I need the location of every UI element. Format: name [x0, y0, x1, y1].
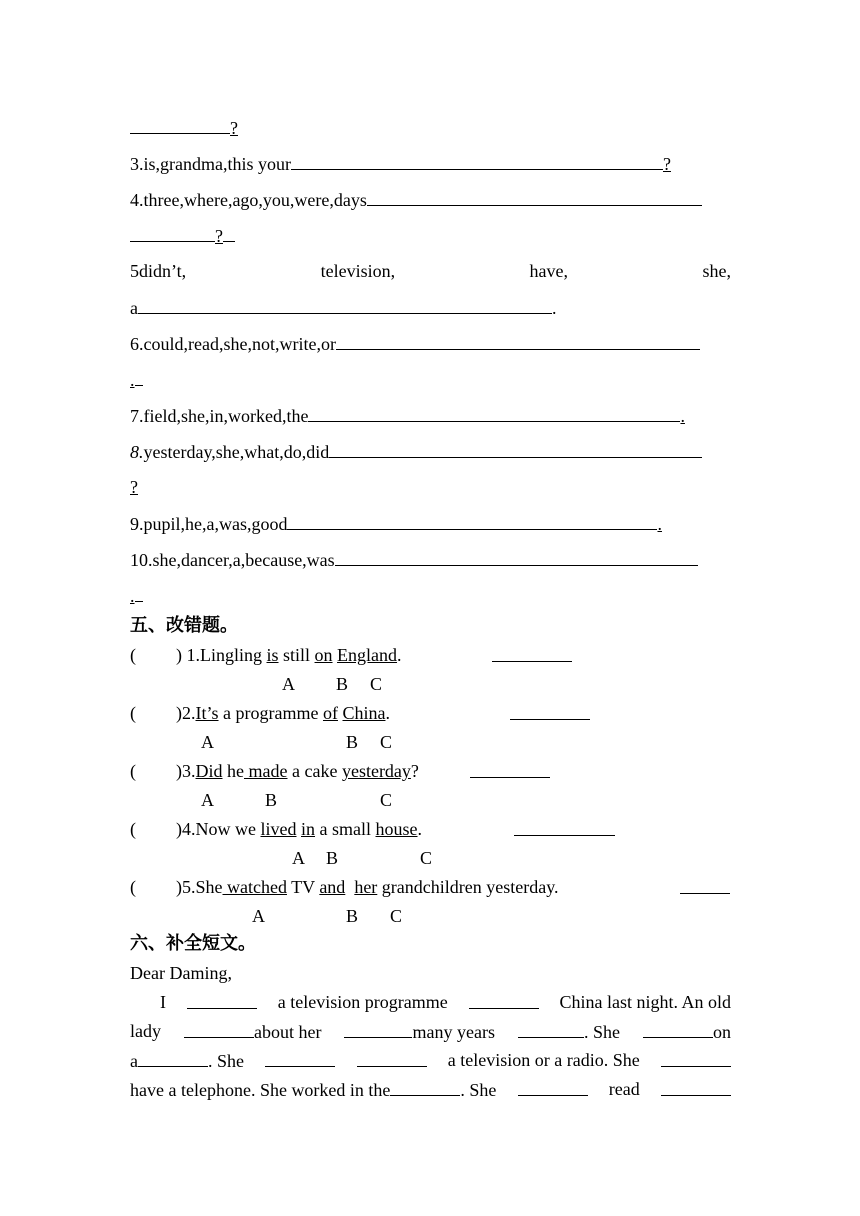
answer-blank[interactable] [469, 991, 539, 1009]
error-q1-sentence [176, 644, 402, 666]
q5-word: 5didn’t, [130, 261, 187, 281]
passage-text: China last night. An old [559, 992, 731, 1012]
answer-blank[interactable] [367, 188, 702, 206]
paren: ) [176, 761, 182, 781]
option-a: is [266, 645, 279, 665]
paren: ( [130, 761, 136, 781]
correction-slot [510, 702, 590, 725]
answer-blank[interactable] [291, 152, 663, 170]
sentence-text: 4.Now we [182, 819, 261, 839]
q5-end-mark: . [552, 298, 557, 318]
option-a: lived [260, 819, 297, 839]
passage-text: . She [583, 1022, 620, 1042]
passage-text: have a telephone. She worked in the [130, 1080, 391, 1100]
sentence-text [345, 877, 354, 897]
error-q3-sentence [176, 760, 419, 782]
answer-blank[interactable] [518, 1020, 584, 1038]
question-5 [130, 260, 731, 282]
label-a: A [282, 674, 295, 694]
correction-slot [514, 818, 615, 841]
paren: ( [130, 877, 136, 897]
error-q4-sentence [176, 818, 422, 840]
q9-words: 9.pupil,he,a,was,good [130, 514, 288, 534]
option-b: in [301, 819, 316, 839]
option-c: her [354, 877, 378, 897]
passage-text: I [160, 992, 166, 1012]
answer-blank[interactable] [492, 644, 572, 662]
paren: ) [176, 819, 182, 839]
correction-slot [680, 876, 730, 899]
error-q4 [130, 818, 136, 840]
q5-word: television, [320, 261, 396, 281]
q2-end-mark: ? [230, 118, 238, 138]
passage-line-3 [130, 1049, 731, 1072]
answer-blank[interactable] [130, 116, 230, 134]
answer-blank[interactable] [308, 404, 680, 422]
option-b: and [319, 877, 346, 897]
option-c: yesterday [341, 761, 411, 781]
option-c: China [342, 703, 386, 723]
sentence-text: grandchildren yesterday. [377, 877, 559, 897]
q10-answer-line [130, 584, 143, 607]
answer-blank[interactable] [130, 224, 215, 242]
label-a: A [252, 906, 265, 926]
error-q2 [130, 702, 136, 724]
q4-end-mark: ? [215, 226, 223, 246]
answer-blank[interactable] [223, 224, 235, 242]
sentence-text: still [278, 645, 315, 665]
answer-blank[interactable] [510, 702, 590, 720]
passage-text: on [712, 1022, 731, 1042]
q6-end-mark: . [130, 370, 135, 390]
option-a: It’s [195, 703, 219, 723]
error-q3 [130, 760, 136, 782]
answer-blank[interactable] [335, 548, 698, 566]
sentence-text: . [417, 819, 423, 839]
sentence-text: a programme [218, 703, 323, 723]
letter-greeting: Dear Daming, [130, 963, 232, 983]
label-a: A [292, 848, 305, 868]
passage-line-4 [130, 1078, 731, 1101]
option-a: Did [195, 761, 223, 781]
q6-words: 6.could,read,she,not,write,or [130, 334, 336, 354]
q5-word: she, [702, 261, 731, 281]
sentence-text: 2. [182, 703, 196, 723]
answer-blank[interactable] [184, 1020, 254, 1038]
sentence-text: . [385, 703, 390, 723]
sentence-text: a cake [287, 761, 342, 781]
q9-end-mark: . [657, 514, 662, 534]
error-q2-sentence [176, 702, 390, 724]
paren: ( [130, 645, 136, 665]
question-4 [130, 188, 702, 211]
q8-words: yesterday,she,what,do,did [143, 442, 330, 462]
q8-answer-line [130, 476, 138, 498]
passage-text: many years [412, 1022, 495, 1042]
option-c: England [337, 645, 398, 665]
answer-blank[interactable] [344, 1020, 412, 1038]
answer-blank[interactable] [390, 1078, 460, 1096]
answer-blank[interactable] [518, 1078, 588, 1096]
label-b: B [265, 790, 278, 810]
option-c: house [375, 819, 418, 839]
correction-slot [470, 760, 550, 783]
option-b: on [314, 645, 333, 665]
q5-word: have, [529, 261, 569, 281]
passage-text: a television or a radio. She [447, 1050, 640, 1070]
passage-line-1 [130, 991, 731, 1013]
answer-blank[interactable] [643, 1020, 713, 1038]
answer-blank[interactable] [135, 584, 143, 602]
passage-text: lady [130, 1021, 161, 1041]
answer-blank[interactable] [138, 1049, 208, 1067]
option-a: watched [222, 877, 287, 897]
answer-blank[interactable] [661, 1049, 731, 1067]
q8-end-mark: ? [130, 477, 138, 497]
sentence-text: he [222, 761, 244, 781]
answer-blank[interactable] [135, 368, 143, 386]
paren: ) [176, 645, 182, 665]
label-b: B [346, 732, 359, 752]
correction-slot [492, 644, 572, 667]
label-c: C [380, 790, 393, 810]
passage-text: . She [460, 1080, 497, 1100]
sentence-text: ? [410, 761, 419, 781]
sentence-text: 3. [182, 761, 196, 781]
q3-words: 3.is,grandma,this your [130, 154, 291, 174]
answer-blank[interactable] [265, 1049, 335, 1067]
answer-blank[interactable] [329, 440, 702, 458]
answer-blank[interactable] [470, 760, 550, 778]
label-c: C [370, 674, 383, 694]
question-8 [130, 440, 702, 463]
answer-blank[interactable] [287, 512, 657, 530]
option-b: of [322, 703, 338, 723]
label-c: C [390, 906, 403, 926]
q8-number: 8. [130, 442, 144, 462]
sentence-text: 1.Lingling [182, 645, 267, 665]
label-a: A [201, 790, 214, 810]
sentence-text: . [397, 645, 402, 665]
answer-blank[interactable] [680, 876, 730, 894]
passage-line-2 [130, 1020, 731, 1043]
sentence-text: a small [315, 819, 376, 839]
q2-answer-line [130, 116, 238, 139]
passage-text: about her [254, 1022, 322, 1042]
passage-text: . She [208, 1051, 244, 1071]
section-5-title: 五、改错题。 [130, 615, 238, 636]
label-b: B [336, 674, 349, 694]
q3-end-mark: ? [662, 154, 671, 174]
error-q5-sentence [176, 876, 559, 898]
answer-blank[interactable] [138, 296, 552, 314]
question-10 [130, 548, 698, 571]
passage-text: a television programme [277, 992, 448, 1012]
q5-answer-line [130, 296, 557, 319]
label-c: C [420, 848, 433, 868]
question-7 [130, 404, 685, 427]
paren: ) [176, 703, 182, 723]
error-q5 [130, 876, 136, 898]
label-a: A [201, 732, 214, 752]
question-6 [130, 332, 700, 355]
label-b: B [346, 906, 359, 926]
answer-blank[interactable] [336, 332, 700, 350]
q4-answer-line [130, 224, 235, 247]
q4-words: 4.three,where,ago,you,were,days [130, 190, 367, 210]
answer-blank[interactable] [357, 1049, 427, 1067]
sentence-text: TV [286, 877, 320, 897]
label-b: B [326, 848, 339, 868]
q6-answer-line [130, 368, 143, 391]
question-3 [130, 152, 671, 175]
answer-blank[interactable] [514, 818, 615, 836]
passage-text: read [608, 1079, 640, 1099]
q7-words: 7.field,she,in,worked,the [130, 406, 309, 426]
q5-word: a [130, 298, 138, 318]
q7-end-mark: . [680, 406, 685, 426]
label-c: C [380, 732, 393, 752]
paren: ( [130, 703, 136, 723]
answer-blank[interactable] [661, 1078, 731, 1096]
q10-words: 10.she,dancer,a,because,was [130, 550, 335, 570]
paren: ( [130, 819, 136, 839]
q10-end-mark: . [130, 586, 135, 606]
section-6-title: 六、补全短文。 [130, 933, 256, 954]
question-9 [130, 512, 662, 535]
answer-blank[interactable] [187, 991, 257, 1009]
sentence-text: 5.She [182, 877, 223, 897]
paren: ) [176, 877, 182, 897]
option-b: made [244, 761, 288, 781]
passage-text: a [130, 1051, 138, 1071]
error-q1 [130, 644, 136, 666]
